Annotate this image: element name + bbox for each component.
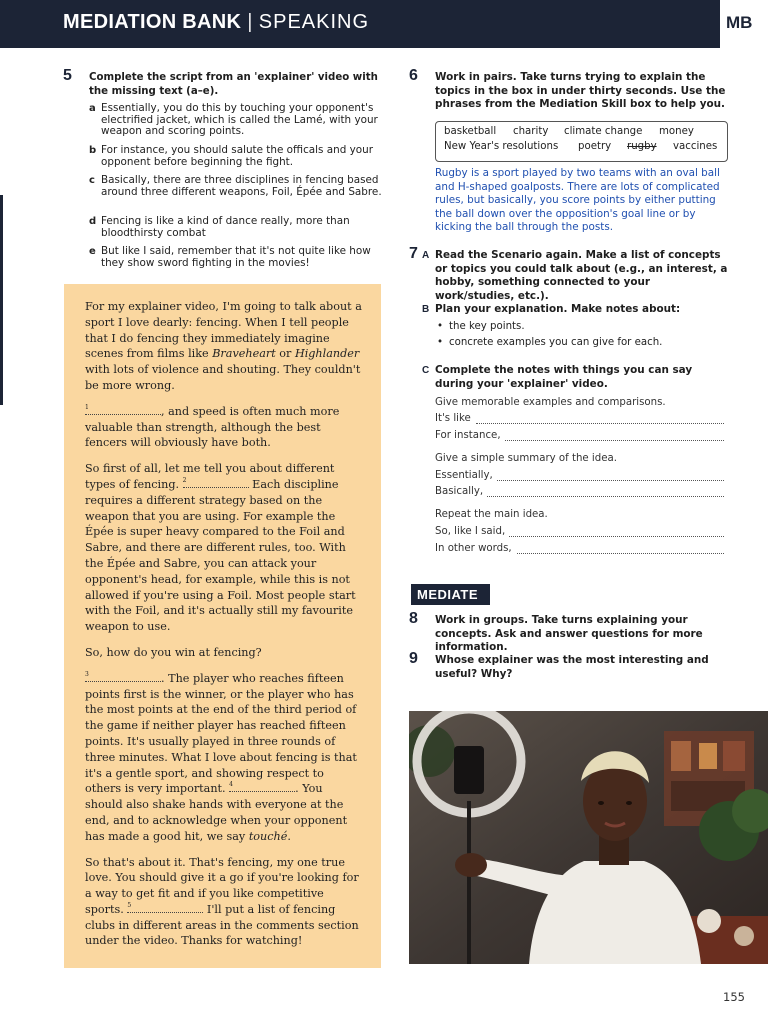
text-span: So that's about it. That's fencing, my one true love. You should give it a go if you're looking for a way to get fit and if you like competitive sports. bbox=[85, 855, 359, 916]
gap-number: 2 bbox=[182, 476, 187, 484]
text-span: . bbox=[287, 829, 291, 843]
exercise-7c-letter: C bbox=[422, 365, 430, 376]
text-span: with lots of violence and shouting. They couldn't be more wrong. bbox=[85, 363, 361, 392]
text-span: or bbox=[275, 347, 295, 361]
option-text: But like I said, remember that it's not quite like how they show sword fighting in the movies! bbox=[101, 245, 371, 269]
gap-number: 5 bbox=[127, 901, 132, 909]
vlogger-photo bbox=[409, 711, 768, 964]
option-b bbox=[89, 145, 389, 168]
topic-word-struck: rugby bbox=[627, 141, 657, 152]
script-paragraph: So, how do you win at fencing? bbox=[85, 645, 262, 659]
text-span: . You should also shake hands with everyone at the end, and to acknowledge when your opponent has made a good hit, we say bbox=[85, 782, 348, 843]
exercise-5-instruction: Complete the script from an 'explainer' video with the missing text (a–e). bbox=[89, 72, 378, 97]
option-letter: e bbox=[89, 246, 96, 257]
film-title: Highlander bbox=[294, 347, 360, 361]
exercise-7b-text: Plan your explanation. Make notes about: bbox=[435, 303, 681, 315]
script-paragraph bbox=[85, 855, 363, 950]
notes-answer-line[interactable] bbox=[505, 440, 724, 441]
rugby-example-text: Rugby is a sport played by two teams with an oval ball and H-shaped goalposts. There are lots of complicated rules, but basically, you score points by either putting the ball down over the opposition's goal line or by kicking the ball through the posts. bbox=[435, 167, 720, 234]
notes-heading: Repeat the main idea. bbox=[435, 509, 548, 520]
topic-word: New Year's resolutions bbox=[444, 141, 559, 152]
notes-line-label: So, like I said, bbox=[435, 526, 506, 537]
notes-line-label: In other words, bbox=[435, 543, 512, 554]
vlogger-illustration bbox=[409, 711, 768, 964]
script-paragraph bbox=[85, 299, 363, 394]
exercise-6-instruction: Work in pairs. Take turns trying to explain the topics in the box in under thirty seconds. Use the phrases from the Mediation Skill box to help you. bbox=[435, 71, 726, 111]
exercise-7a-text: Read the Scenario again. Make a list of concepts or topics you could talk about (e.g., an interest, a hobby, something connected to your work/studies, etc.). bbox=[435, 249, 728, 302]
option-a bbox=[89, 103, 389, 138]
notes-answer-line[interactable] bbox=[517, 553, 724, 554]
exercise-7c-text: Complete the notes with things you can say during your 'explainer' video. bbox=[435, 364, 693, 390]
option-text: For instance, you should salute the officals and your opponent before beginning the fight. bbox=[101, 144, 373, 168]
option-text: Fencing is like a kind of dance really, more than bloodthirsty combat bbox=[101, 215, 350, 239]
answer-gap-5[interactable] bbox=[127, 903, 203, 913]
option-text: Basically, there are three disciplines in fencing based around three different weapons, Foil, Épée and Sabre. bbox=[101, 174, 382, 198]
bullet-item: • the key points. bbox=[437, 321, 525, 332]
text-span: , and speed is often much more valuable than strength, although the best fencers will obviously have both. bbox=[85, 404, 340, 450]
notes-heading: Give a simple summary of the idea. bbox=[435, 453, 617, 464]
italic-word: touché bbox=[248, 829, 288, 843]
page-header bbox=[0, 0, 720, 48]
header-title-bold: MEDIATION BANK bbox=[63, 11, 242, 33]
notes-answer-line[interactable] bbox=[476, 423, 724, 424]
option-c bbox=[89, 175, 389, 198]
exercise-6-number: 6 bbox=[409, 67, 418, 84]
exercise-7-number: 7 bbox=[409, 245, 418, 262]
notes-line-label: Essentially, bbox=[435, 470, 493, 481]
answer-gap-4[interactable] bbox=[229, 782, 295, 792]
header-title bbox=[63, 11, 369, 34]
text-span: I'll put a list of fencing clubs in different areas in the comments section under the video. Thanks for watching! bbox=[85, 902, 359, 948]
text-span: So first of all, let me tell you about different types of fencing. bbox=[85, 462, 335, 491]
exercise-8-text: Work in groups. Take turns explaining your concepts. Ask and answer questions for more information. bbox=[435, 614, 703, 654]
mediate-label: MEDIATE bbox=[411, 584, 490, 605]
film-title: Braveheart bbox=[212, 347, 276, 361]
notes-answer-line[interactable] bbox=[487, 496, 724, 497]
header-separator: | bbox=[247, 11, 253, 33]
gap-number: 1 bbox=[85, 403, 89, 411]
section-badge: MB bbox=[726, 13, 753, 32]
gap-number: 3 bbox=[85, 670, 89, 678]
notes-line-label: It's like bbox=[435, 413, 471, 424]
answer-gap-3[interactable] bbox=[85, 672, 161, 682]
topic-word: poetry bbox=[578, 141, 612, 152]
bullet-item: • concrete examples you can give for each. bbox=[437, 337, 662, 348]
notes-line-label: Basically, bbox=[435, 486, 484, 497]
topic-word: charity bbox=[513, 126, 549, 137]
script-paragraph bbox=[85, 404, 363, 451]
exercise-7b-letter: B bbox=[422, 304, 430, 315]
exercise-5-number: 5 bbox=[63, 67, 72, 84]
exercise-9-text: Whose explainer was the most interesting and useful? Why? bbox=[435, 654, 709, 680]
option-e bbox=[89, 246, 389, 269]
option-letter: b bbox=[89, 145, 97, 156]
answer-gap-1[interactable] bbox=[85, 405, 161, 415]
script-paragraph bbox=[85, 461, 363, 635]
option-letter: c bbox=[89, 175, 95, 186]
notes-answer-line[interactable] bbox=[509, 536, 724, 537]
topic-word: vaccines bbox=[673, 141, 718, 152]
notes-line-label: For instance, bbox=[435, 430, 501, 441]
text-span: Each discipline requires a different strategy based on the weapon that you are using. For example the Épée is super heavy compared to the Foil and Sabre, and there are different rules, too. With the Épée and Sabre, you can attack your opponent's head, for example, while this is not allowed if you're using a Foil. Most people start with the Foil, and it's actually still my favourite weapon to use. bbox=[85, 477, 356, 634]
option-letter: a bbox=[89, 103, 96, 114]
answer-gap-2[interactable] bbox=[183, 478, 249, 488]
notes-answer-line[interactable] bbox=[497, 480, 724, 481]
script-paragraph bbox=[85, 671, 363, 845]
header-subtitle: SPEAKING bbox=[258, 11, 370, 33]
option-d bbox=[89, 216, 389, 239]
topic-word: money bbox=[659, 126, 694, 137]
text-span: For my explainer video, I'm going to talk about a sport I love dearly: fencing. When I tell people that I do fencing they immediately imagine scenes from films like bbox=[85, 300, 362, 361]
side-edge-marker bbox=[0, 195, 3, 405]
topic-word: climate change bbox=[564, 126, 643, 137]
gap-number: 4 bbox=[229, 781, 233, 789]
page-number: 155 bbox=[723, 990, 745, 1004]
script-text bbox=[85, 299, 363, 959]
text-span: . The player who reaches fifteen points first is the winner, or the player who has the most points at the end of the third period of the game if neither player has reached fifteen points. It's usually played in three rounds of three minutes. What I love about fencing is that it's a gentle sport, and showing respect to others is very important. bbox=[85, 671, 357, 796]
option-letter: d bbox=[89, 216, 97, 227]
exercise-9-number: 9 bbox=[409, 650, 418, 667]
exercise-7a-letter: A bbox=[422, 250, 430, 261]
topic-word: basketball bbox=[444, 126, 497, 137]
option-text: Essentially, you do this by touching your opponent's electrified jacket, which is called the Lamé, with your weapon and scoring points. bbox=[101, 102, 378, 138]
notes-heading: Give memorable examples and comparisons. bbox=[435, 397, 666, 408]
exercise-8-number: 8 bbox=[409, 610, 418, 627]
